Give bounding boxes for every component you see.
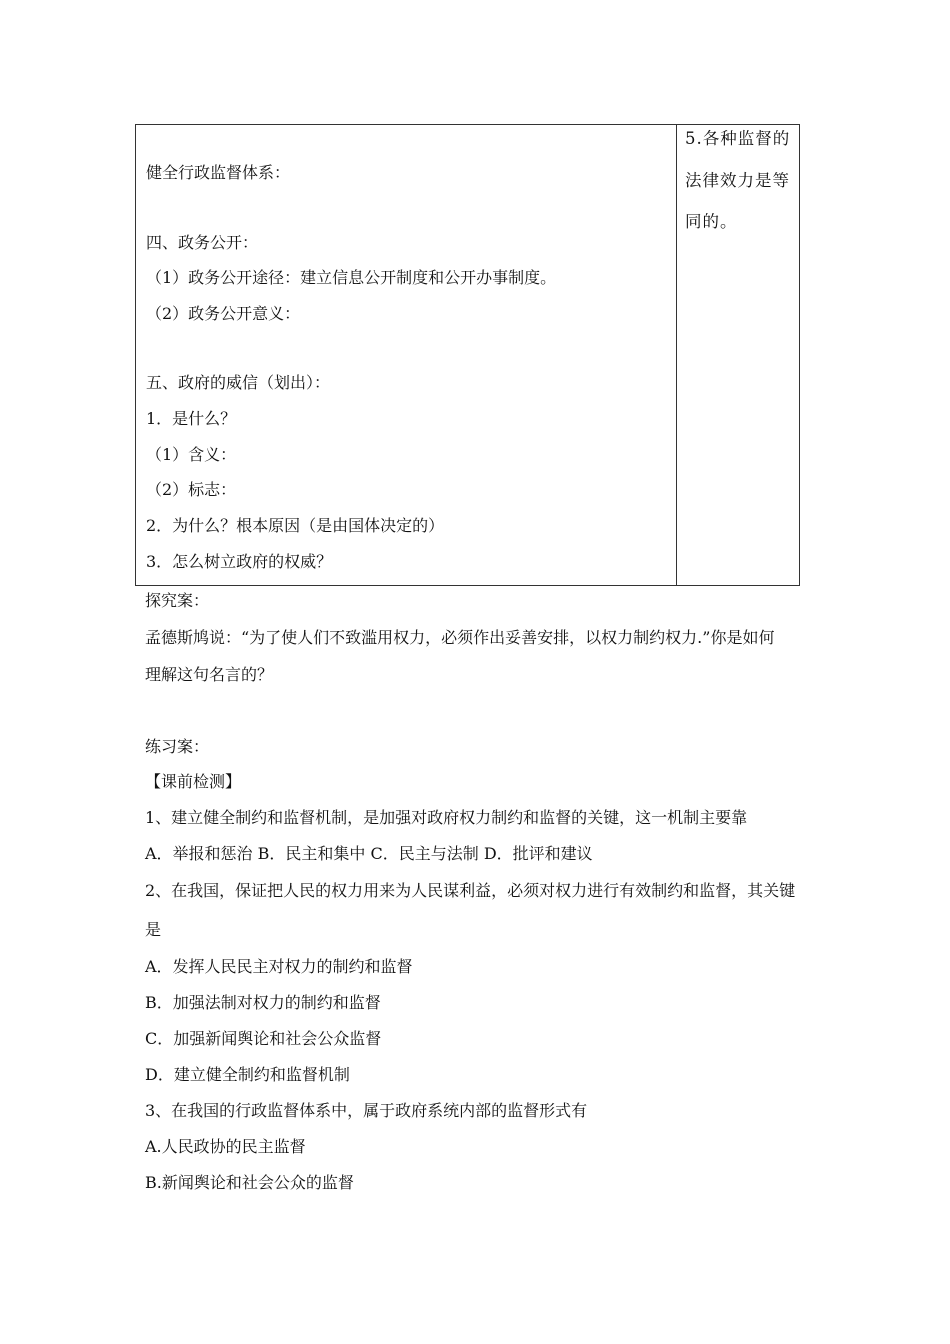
text-line: 2．为什么？根本原因（是由国体决定的） bbox=[146, 516, 445, 535]
text-line: （1）含义： bbox=[146, 445, 237, 464]
text-line: 五、政府的威信（划出）： bbox=[146, 373, 331, 392]
text-line: 四、政务公开： bbox=[146, 233, 259, 252]
question-2: 2、在我国，保证把人民的权力用来为人民谋利益，必须对权力进行有效制约和监督，其关键 bbox=[145, 881, 796, 900]
option: B.新闻舆论和社会公众的监督 bbox=[145, 1173, 354, 1192]
quote-line: 孟德斯鸠说：“为了使人们不致滥用权力，必须作出妥善安排，以权力制约权力.”你是如何 bbox=[145, 628, 775, 647]
text-line: （2）政务公开意义： bbox=[146, 304, 301, 323]
section-title: 【课前检测】 bbox=[145, 772, 242, 791]
option: D．建立健全制约和监督机制 bbox=[145, 1065, 350, 1084]
text-line: （2）标志： bbox=[146, 480, 237, 499]
quote-line: 理解这句名言的？ bbox=[145, 665, 274, 684]
explore-heading: 探究案： bbox=[145, 591, 210, 610]
text-line: 1．是什么？ bbox=[146, 409, 237, 428]
option: A.人民政协的民主监督 bbox=[145, 1137, 306, 1156]
question-2-cont: 是 bbox=[145, 920, 162, 939]
text-line: 5.各种监督的 bbox=[685, 129, 791, 148]
question-1: 1、建立健全制约和监督机制，是加强对政府权力制约和监督的关键，这一机制主要靠 bbox=[145, 808, 748, 827]
option: C．加强新闻舆论和社会公众监督 bbox=[145, 1029, 382, 1048]
question-1-options: A．举报和惩治 B．民主和集中 C．民主与法制 D．批评和建议 bbox=[145, 844, 593, 863]
notes-table bbox=[135, 124, 800, 586]
text-line: （1）政务公开途径：建立信息公开制度和公开办事制度。 bbox=[146, 268, 557, 287]
practice-heading: 练习案： bbox=[145, 737, 210, 756]
text-line: 同的。 bbox=[685, 212, 738, 231]
question-3: 3、在我国的行政监督体系中，属于政府系统内部的监督形式有 bbox=[145, 1101, 588, 1120]
text-line: 健全行政监督体系： bbox=[146, 163, 291, 182]
option: B．加强法制对权力的制约和监督 bbox=[145, 993, 381, 1012]
column-divider bbox=[676, 125, 677, 585]
text-line: 法律效力是等 bbox=[685, 171, 790, 190]
option: A．发挥人民民主对权力的制约和监督 bbox=[145, 957, 413, 976]
text-line: 3．怎么树立政府的权威？ bbox=[146, 552, 333, 571]
